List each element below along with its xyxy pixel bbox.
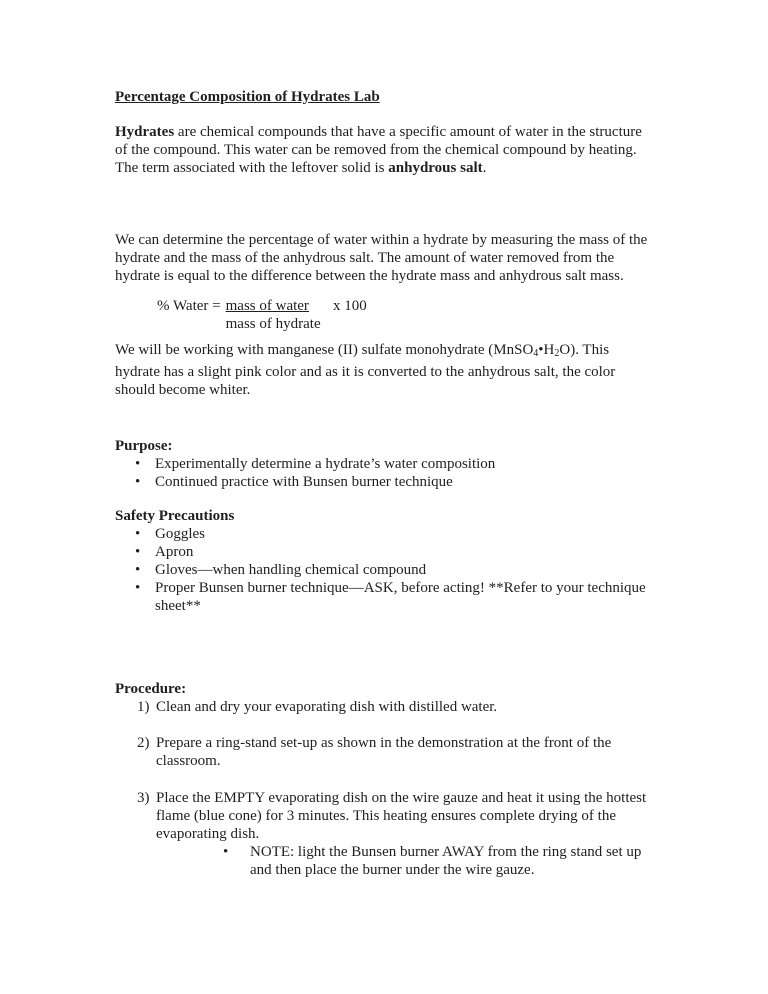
formula-lhs: % Water = (157, 298, 221, 314)
text-line (115, 159, 668, 177)
list-item (115, 543, 668, 561)
method-paragraph (115, 231, 668, 285)
text-span: •H (538, 342, 555, 358)
hydrate-paragraph (115, 341, 668, 399)
text-span: The term associated with the leftover solid is (115, 160, 389, 176)
subscript-4: 4 (533, 348, 539, 359)
list-item-text: Continued practice with Bunsen burner technique (155, 474, 453, 490)
note-bullet-icon: • (223, 844, 229, 860)
purpose-heading: Purpose: (115, 438, 173, 454)
step-text: Clean and dry your evaporating dish with distilled water. (156, 699, 498, 715)
list-item (115, 455, 668, 473)
step-number: 3) (137, 790, 150, 806)
step-number: 1) (137, 699, 150, 715)
text-line (115, 123, 668, 141)
list-item-text: Experimentally determine a hydrate’s water composition (155, 456, 496, 472)
step-number: 2) (137, 735, 150, 751)
percent-water-formula (157, 297, 668, 333)
list-item (115, 579, 668, 615)
text-line: should become whiter. (115, 382, 251, 398)
bold-term-hydrates: Hydrates (115, 124, 175, 140)
bullet-icon: • (135, 562, 141, 578)
text-line: hydrate and the mass of the anhydrous salt. The amount of water removed from the (115, 250, 615, 266)
procedure-step (115, 789, 668, 879)
step-text: Place the EMPTY evaporating dish on the wire gauze and heat it using the hottest flame (blue cone) for 3 minutes. This heating ensures complete drying of the evaporating dish. (156, 790, 647, 842)
list-item-text: Apron (155, 544, 194, 560)
text-span: . (482, 160, 487, 176)
text-span: O). This (559, 342, 610, 358)
step-note (156, 843, 658, 879)
intro-paragraph (115, 123, 668, 177)
safety-heading: Safety Precautions (115, 508, 235, 524)
bullet-icon: • (135, 580, 141, 596)
procedure-step (115, 698, 668, 716)
text-span: We will be working with manganese (II) sulfate monohydrate (MnSO (115, 342, 534, 358)
list-item-text: Goggles (155, 526, 205, 542)
text-line: of the compound. This water can be removed from the chemical compound by heating. (115, 142, 637, 158)
note-text: NOTE: light the Bunsen burner AWAY from the ring stand set up and then place the burner under the wire gauze. (250, 844, 642, 878)
text-span: are chemical compounds that have a specific amount of water in the structure (174, 124, 642, 140)
procedure-section (115, 680, 668, 879)
bullet-icon: • (135, 544, 141, 560)
list-item (115, 525, 668, 543)
page-title: Percentage Composition of Hydrates Lab (115, 89, 380, 105)
list-item (115, 561, 668, 579)
formula-numerator: mass of water (225, 298, 309, 314)
text-line: hydrate has a slight pink color and as it is converted to the anhydrous salt, the color (115, 364, 616, 380)
bold-term-anhydrous-salt: anhydrous salt (388, 160, 483, 176)
bullet-icon: • (135, 456, 141, 472)
subscript-2: 2 (554, 348, 560, 359)
list-item (115, 473, 668, 491)
text-line: We can determine the percentage of water within a hydrate by measuring the mass of the (115, 232, 648, 248)
purpose-section (115, 437, 668, 491)
formula-numerator-row (157, 297, 668, 315)
procedure-heading: Procedure: (115, 681, 187, 697)
bullet-icon: • (135, 474, 141, 490)
step-text: Prepare a ring-stand set-up as shown in the demonstration at the front of the classroom. (156, 735, 612, 769)
formula-denominator-row (157, 315, 668, 333)
safety-section (115, 507, 668, 615)
procedure-step (115, 734, 668, 770)
list-item-text: Proper Bunsen burner technique—ASK, before acting! **Refer to your technique sheet** (155, 580, 646, 614)
formula-multiplier: x 100 (332, 298, 367, 314)
list-item-text: Gloves—when handling chemical compound (155, 562, 427, 578)
bullet-icon: • (135, 526, 141, 542)
text-line: hydrate is equal to the difference between the hydrate mass and anhydrous salt mass. (115, 268, 624, 284)
text-line (115, 341, 668, 363)
formula-denominator: mass of hydrate (225, 316, 321, 332)
